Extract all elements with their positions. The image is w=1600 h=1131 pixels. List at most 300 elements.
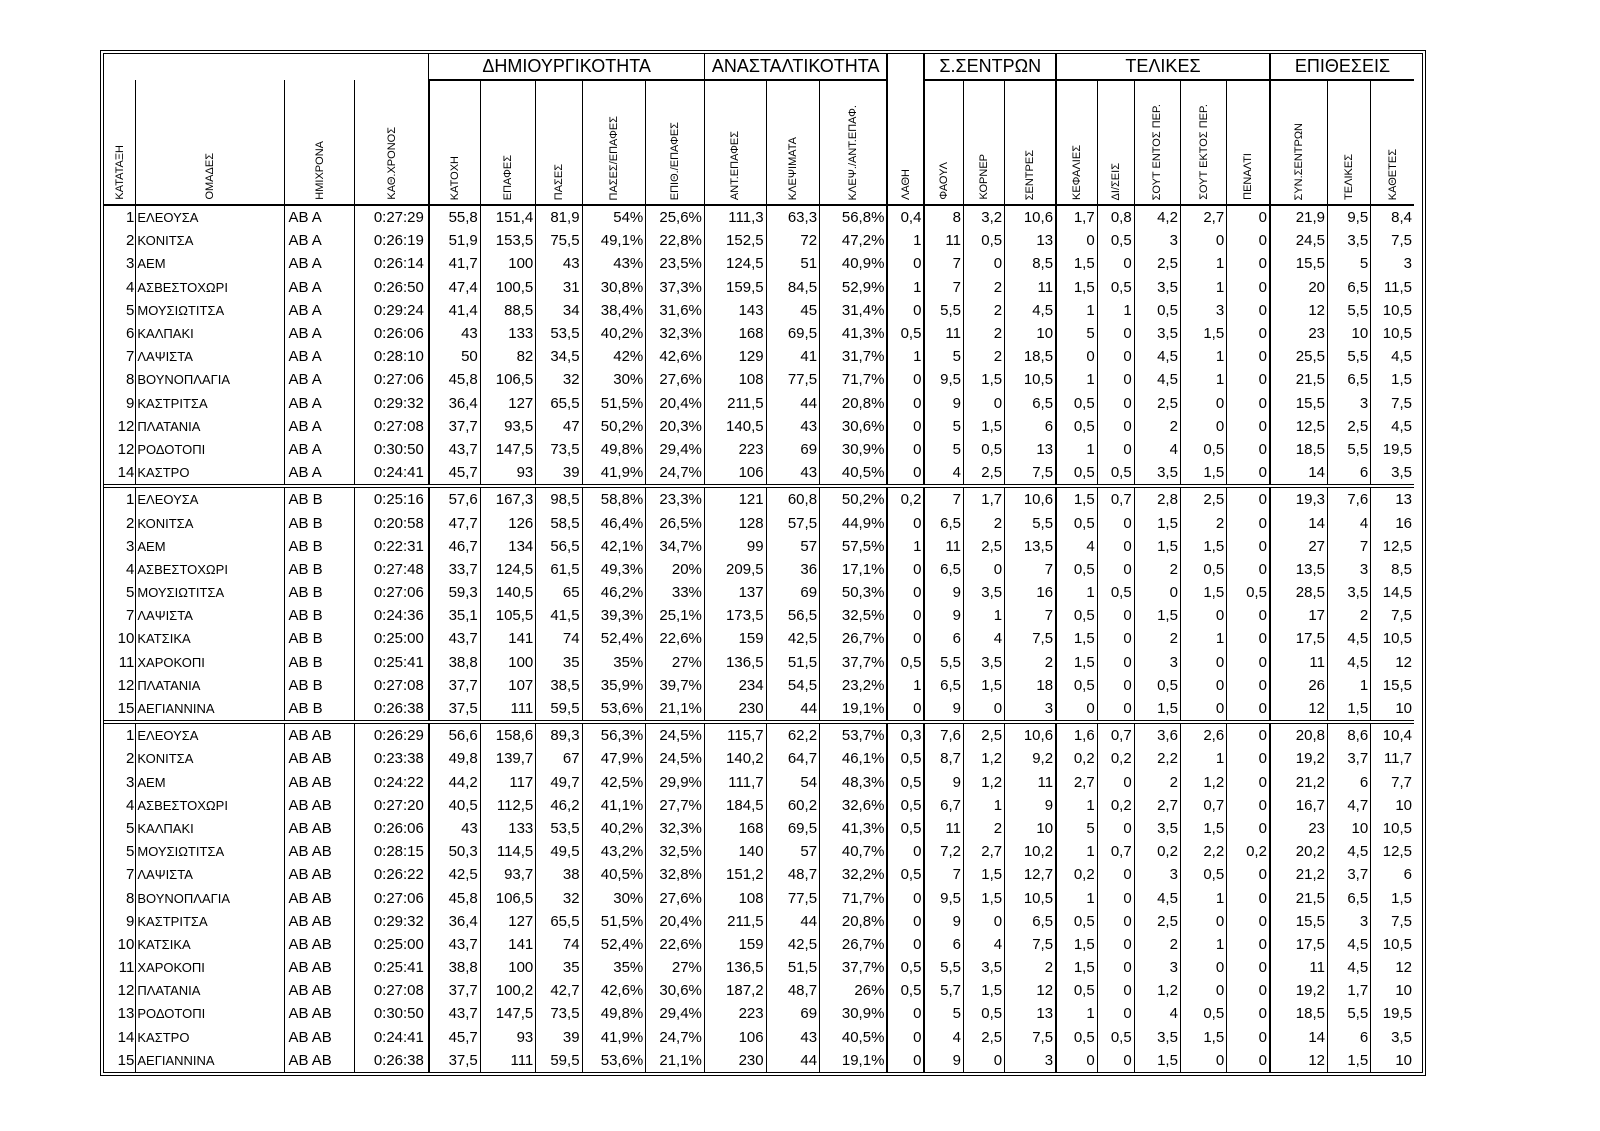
cell-opp-touches: 187,2 <box>704 979 766 1002</box>
cell-avg-time: 0:25:41 <box>355 651 429 674</box>
cell-through-balls: 0 <box>1097 438 1134 461</box>
cell-attacks-per-touch: 20,4% <box>646 910 705 933</box>
table-row <box>104 747 1414 770</box>
cell-attacks-per-touch: 24,7% <box>646 1026 705 1049</box>
cell-rank: 11 <box>118 959 135 977</box>
table-row <box>104 771 1414 794</box>
cell-vertical-passes: 3,5 <box>1371 1026 1414 1049</box>
cell-avg-time: 0:29:32 <box>355 910 429 933</box>
cell-attacks-per-touch: 39,7% <box>646 674 705 697</box>
cell-touches: 147,5 <box>480 438 536 461</box>
cell-fouls: 11 <box>924 535 963 558</box>
cell-through-balls: 1 <box>1097 299 1134 322</box>
cell-rank: 14 <box>104 461 136 486</box>
cell-penalties: 0 <box>1227 252 1270 275</box>
cell-penalties: 0 <box>1227 674 1270 697</box>
cell-crosses: 9,2 <box>1005 747 1056 770</box>
cell-shots-inside: 2 <box>1134 627 1180 650</box>
cell-corners: 0 <box>963 910 1004 933</box>
cell-team: ΚΑΣΤΡΙΤΣΑ <box>136 392 285 415</box>
cell-total-crosses: 21,5 <box>1270 368 1328 391</box>
cell-through-balls: 0 <box>1097 886 1134 909</box>
cell-fouls: 11 <box>924 817 963 840</box>
cell-touches: 107 <box>480 674 536 697</box>
cell-possession: 36,4 <box>429 910 480 933</box>
cell-steals: 69,5 <box>766 817 819 840</box>
cell-errors: 0 <box>887 840 924 863</box>
cell-vertical-passes: 10,5 <box>1371 933 1414 956</box>
cell-headers: 1 <box>1056 368 1097 391</box>
cell-shots: 3,5 <box>1328 581 1371 604</box>
column-header-label: ΚΕΦΑΛΙΕΣ <box>1070 144 1083 200</box>
cell-shots: 6,5 <box>1328 276 1371 299</box>
cell-vertical-passes: 15,5 <box>1371 674 1414 697</box>
cell-possession: 37,7 <box>429 979 480 1002</box>
cell-shots: 6,5 <box>1328 368 1371 391</box>
cell-total-crosses: 21,5 <box>1270 886 1328 909</box>
cell-fouls: 7,2 <box>924 840 963 863</box>
cell-errors: 0 <box>887 438 924 461</box>
cell-steals-per-opp-touch: 37,7% <box>820 956 888 979</box>
cell-through-balls: 0,7 <box>1097 722 1134 747</box>
cell-headers: 0,5 <box>1056 910 1097 933</box>
cell-shots-inside: 1,5 <box>1134 535 1180 558</box>
cell-crosses: 7,5 <box>1005 1026 1056 1049</box>
cell-total-crosses: 27 <box>1270 535 1328 558</box>
cell-steals-per-opp-touch: 37,7% <box>820 651 888 674</box>
table-row <box>104 392 1414 415</box>
cell-opp-touches: 211,5 <box>704 910 766 933</box>
cell-opp-touches: 143 <box>704 299 766 322</box>
cell-errors: 0,3 <box>887 722 924 747</box>
cell-half: ΑΒ Α <box>285 438 355 461</box>
cell-steals: 51 <box>766 252 819 275</box>
group-header-set-pieces: Σ.ΣΕΝΤΡΩΝ <box>924 54 1056 80</box>
cell-team: ΒΟΥΝΟΠΛΑΓΙΑ <box>136 368 285 391</box>
cell-shots-outside: 2,2 <box>1180 840 1226 863</box>
cell-touches: 134 <box>480 535 536 558</box>
cell-vertical-passes: 12 <box>1371 651 1414 674</box>
cell-steals-per-opp-touch: 46,1% <box>820 747 888 770</box>
cell-avg-time: 0:27:48 <box>355 558 429 581</box>
cell-attacks-per-touch: 20,3% <box>646 415 705 438</box>
cell-passes: 59,5 <box>536 697 582 722</box>
cell-attacks-per-touch: 24,5% <box>646 722 705 747</box>
cell-half: ΑΒ ΑΒ <box>285 817 355 840</box>
cell-passes-per-touch: 30% <box>582 886 646 909</box>
group-header-attacks: ΕΠΙΘΕΣΕΙΣ <box>1270 54 1414 80</box>
cell-corners: 3,5 <box>963 581 1004 604</box>
cell-touches: 127 <box>480 910 536 933</box>
cell-steals: 60,8 <box>766 486 819 511</box>
cell-penalties: 0 <box>1227 535 1270 558</box>
cell-shots-outside: 0,7 <box>1180 794 1226 817</box>
cell-headers: 0 <box>1056 345 1097 368</box>
cell-passes-per-touch: 41,1% <box>582 794 646 817</box>
cell-avg-time: 0:26:29 <box>355 722 429 747</box>
cell-crosses: 10,6 <box>1005 205 1056 229</box>
cell-passes-per-touch: 56,3% <box>582 722 646 747</box>
cell-through-balls: 0 <box>1097 415 1134 438</box>
cell-avg-time: 0:24:36 <box>355 604 429 627</box>
cell-steals: 42,5 <box>766 627 819 650</box>
cell-shots-outside: 0 <box>1180 392 1226 415</box>
cell-total-crosses: 19,2 <box>1270 747 1328 770</box>
cell-team: ΑΣΒΕΣΤΟΧΩΡΙ <box>136 276 285 299</box>
cell-crosses: 3 <box>1005 697 1056 722</box>
table-row <box>104 697 1414 722</box>
cell-attacks-per-touch: 25,1% <box>646 604 705 627</box>
cell-vertical-passes: 12,5 <box>1371 535 1414 558</box>
cell-steals-per-opp-touch: 31,4% <box>820 299 888 322</box>
cell-penalties: 0 <box>1227 933 1270 956</box>
cell-rank: 5 <box>126 301 135 319</box>
cell-fouls: 8,7 <box>924 747 963 770</box>
cell-penalties: 0 <box>1227 956 1270 979</box>
cell-vertical-passes: 19,5 <box>1371 438 1414 461</box>
cell-corners: 1 <box>963 794 1004 817</box>
column-header-label: ΣΥΝ.ΣΕΝΤΡΩΝ <box>1292 122 1305 200</box>
cell-shots: 3,5 <box>1328 229 1371 252</box>
cell-passes: 39 <box>536 1026 582 1049</box>
cell-crosses: 10,5 <box>1005 368 1056 391</box>
cell-total-crosses: 23 <box>1270 322 1328 345</box>
cell-attacks-per-touch: 32,8% <box>646 863 705 886</box>
cell-shots-inside: 4 <box>1134 438 1180 461</box>
cell-team: ΚΟΝΙΤΣΑ <box>136 747 285 770</box>
column-header-label: ΟΜΑΔΕΣ <box>204 153 217 200</box>
cell-through-balls: 0 <box>1097 1002 1134 1025</box>
cell-penalties: 0 <box>1227 1026 1270 1049</box>
column-header-opp-touches <box>704 80 766 205</box>
cell-team: ΡΟΔΟΤΟΠΙ <box>136 438 285 461</box>
cell-total-crosses: 14 <box>1270 461 1328 486</box>
cell-shots-inside: 3,5 <box>1134 461 1180 486</box>
cell-touches: 100 <box>480 252 536 275</box>
cell-avg-time: 0:27:08 <box>355 674 429 697</box>
cell-passes-per-touch: 51,5% <box>582 910 646 933</box>
cell-shots-inside: 4,5 <box>1134 886 1180 909</box>
cell-shots-inside: 2,7 <box>1134 794 1180 817</box>
cell-touches: 88,5 <box>480 299 536 322</box>
cell-through-balls: 0 <box>1097 863 1134 886</box>
cell-rank: 13 <box>117 1005 135 1023</box>
cell-shots-outside: 1 <box>1180 252 1226 275</box>
cell-shots: 3,7 <box>1328 747 1371 770</box>
cell-corners: 2,5 <box>963 535 1004 558</box>
column-header-attacks-per-touch <box>646 80 705 205</box>
cell-corners: 0,5 <box>963 1002 1004 1025</box>
cell-through-balls: 0 <box>1097 345 1134 368</box>
cell-shots: 5 <box>1328 252 1371 275</box>
cell-shots-inside: 3 <box>1134 229 1180 252</box>
cell-team: ΜΟΥΣΙΩΤΙΤΣΑ <box>136 581 285 604</box>
cell-shots: 2 <box>1328 604 1371 627</box>
table-row <box>104 252 1414 275</box>
cell-opp-touches: 211,5 <box>704 392 766 415</box>
cell-fouls: 9,5 <box>924 368 963 391</box>
cell-shots-outside: 1 <box>1180 886 1226 909</box>
cell-shots-inside: 2,2 <box>1134 747 1180 770</box>
cell-touches: 93,5 <box>480 415 536 438</box>
column-header-passes-per-touch <box>582 80 646 205</box>
cell-crosses: 7,5 <box>1005 627 1056 650</box>
cell-corners: 0 <box>963 558 1004 581</box>
cell-passes: 49,7 <box>536 771 582 794</box>
cell-through-balls: 0 <box>1097 979 1134 1002</box>
cell-shots-outside: 2,6 <box>1180 722 1226 747</box>
cell-half: ΑΒ ΑΒ <box>285 1026 355 1049</box>
cell-touches: 141 <box>480 627 536 650</box>
cell-attacks-per-touch: 27% <box>646 651 705 674</box>
cell-total-crosses: 11 <box>1270 956 1328 979</box>
cell-shots: 5,5 <box>1328 438 1371 461</box>
cell-crosses: 7,5 <box>1005 933 1056 956</box>
cell-total-crosses: 15,5 <box>1270 910 1328 933</box>
cell-avg-time: 0:25:00 <box>355 627 429 650</box>
cell-possession: 45,7 <box>429 1026 480 1049</box>
cell-steals: 44 <box>766 392 819 415</box>
cell-shots: 4,5 <box>1328 933 1371 956</box>
table-row <box>104 886 1414 909</box>
cell-team: ΚΑΣΤΡΙΤΣΑ <box>136 910 285 933</box>
cell-passes-per-touch: 35,9% <box>582 674 646 697</box>
cell-steals: 51,5 <box>766 651 819 674</box>
cell-shots: 5,5 <box>1328 1002 1371 1025</box>
cell-rank: 12 <box>117 417 135 435</box>
cell-crosses: 11 <box>1005 276 1056 299</box>
cell-attacks-per-touch: 29,4% <box>646 438 705 461</box>
cell-team: ΑΕΜ <box>136 252 285 275</box>
cell-penalties: 0 <box>1227 1049 1270 1072</box>
cell-corners: 2,5 <box>963 1026 1004 1049</box>
cell-steals-per-opp-touch: 30,6% <box>820 415 888 438</box>
cell-penalties: 0 <box>1227 817 1270 840</box>
cell-shots-outside: 1 <box>1180 933 1226 956</box>
cell-passes-per-touch: 49,8% <box>582 438 646 461</box>
cell-shots: 6 <box>1328 771 1371 794</box>
cell-penalties: 0 <box>1227 461 1270 486</box>
cell-passes: 65,5 <box>536 392 582 415</box>
cell-shots-outside: 0 <box>1180 604 1226 627</box>
cell-total-crosses: 19,3 <box>1270 486 1328 511</box>
cell-team: ΜΟΥΣΙΩΤΙΤΣΑ <box>136 840 285 863</box>
cell-avg-time: 0:26:06 <box>355 817 429 840</box>
cell-through-balls: 0 <box>1097 697 1134 722</box>
cell-errors: 0,5 <box>887 817 924 840</box>
cell-total-crosses: 12 <box>1270 299 1328 322</box>
cell-crosses: 8,5 <box>1005 252 1056 275</box>
cell-errors: 0,5 <box>887 322 924 345</box>
cell-corners: 1,5 <box>963 674 1004 697</box>
cell-rank: 9 <box>126 394 135 412</box>
cell-opp-touches: 152,5 <box>704 229 766 252</box>
cell-opp-touches: 223 <box>704 1002 766 1025</box>
cell-passes-per-touch: 41,9% <box>582 461 646 486</box>
cell-headers: 1,5 <box>1056 276 1097 299</box>
cell-possession: 50 <box>429 345 480 368</box>
cell-corners: 0 <box>963 697 1004 722</box>
cell-half: ΑΒ Α <box>285 322 355 345</box>
cell-avg-time: 0:27:06 <box>355 886 429 909</box>
cell-passes: 98,5 <box>536 486 582 511</box>
cell-rank: 9 <box>126 912 135 930</box>
cell-avg-time: 0:26:14 <box>355 252 429 275</box>
cell-steals: 44 <box>766 1049 819 1072</box>
cell-avg-time: 0:26:50 <box>355 276 429 299</box>
cell-through-balls: 0 <box>1097 910 1134 933</box>
cell-team: ΠΛΑΤΑΝΙΑ <box>136 979 285 1002</box>
cell-passes-per-touch: 43,2% <box>582 840 646 863</box>
cell-total-crosses: 28,5 <box>1270 581 1328 604</box>
cell-corners: 2,5 <box>963 461 1004 486</box>
cell-half: ΑΒ Β <box>285 697 355 722</box>
cell-opp-touches: 124,5 <box>704 252 766 275</box>
cell-possession: 37,5 <box>429 697 480 722</box>
cell-steals-per-opp-touch: 71,7% <box>820 886 888 909</box>
cell-vertical-passes: 10,5 <box>1371 627 1414 650</box>
cell-attacks-per-touch: 27,6% <box>646 886 705 909</box>
cell-avg-time: 0:30:50 <box>355 438 429 461</box>
cell-shots-inside: 3 <box>1134 651 1180 674</box>
cell-possession: 41,4 <box>429 299 480 322</box>
cell-corners: 1,2 <box>963 747 1004 770</box>
cell-errors: 0 <box>887 392 924 415</box>
cell-passes: 34 <box>536 299 582 322</box>
cell-touches: 153,5 <box>480 229 536 252</box>
cell-total-crosses: 14 <box>1270 511 1328 534</box>
table-row <box>104 840 1414 863</box>
cell-steals: 43 <box>766 1026 819 1049</box>
table-row <box>104 322 1414 345</box>
cell-total-crosses: 21,2 <box>1270 771 1328 794</box>
cell-crosses: 3 <box>1005 1049 1056 1072</box>
cell-shots-outside: 1,5 <box>1180 461 1226 486</box>
cell-fouls: 6,5 <box>924 674 963 697</box>
cell-crosses: 11 <box>1005 771 1056 794</box>
cell-vertical-passes: 7,5 <box>1371 604 1414 627</box>
cell-team: ΚΟΝΙΤΣΑ <box>136 511 285 534</box>
cell-shots-outside: 0 <box>1180 956 1226 979</box>
column-header-label: ΕΠΙΘ./ΕΠΑΦΕΣ <box>669 121 682 200</box>
cell-total-crosses: 23 <box>1270 817 1328 840</box>
cell-opp-touches: 128 <box>704 511 766 534</box>
cell-half: ΑΒ Α <box>285 461 355 486</box>
cell-fouls: 7 <box>924 486 963 511</box>
cell-passes-per-touch: 42,5% <box>582 771 646 794</box>
cell-steals: 57,5 <box>766 511 819 534</box>
cell-passes: 74 <box>536 933 582 956</box>
cell-corners: 2,7 <box>963 840 1004 863</box>
cell-opp-touches: 129 <box>704 345 766 368</box>
cell-shots: 8,6 <box>1328 722 1371 747</box>
cell-shots-inside: 0,5 <box>1134 674 1180 697</box>
cell-touches: 117 <box>480 771 536 794</box>
cell-team: ΚΑΣΤΡΟ <box>136 1026 285 1049</box>
table-row <box>104 863 1414 886</box>
cell-rank: 14 <box>117 1028 135 1046</box>
table-row <box>104 581 1414 604</box>
cell-half: ΑΒ ΑΒ <box>285 1049 355 1072</box>
cell-steals-per-opp-touch: 56,8% <box>820 205 888 229</box>
cell-touches: 82 <box>480 345 536 368</box>
cell-penalties: 0 <box>1227 747 1270 770</box>
column-header-label: ΚΑΤΟΧΗ <box>448 155 461 200</box>
cell-headers: 0 <box>1056 697 1097 722</box>
cell-crosses: 13 <box>1005 229 1056 252</box>
cell-passes-per-touch: 50,2% <box>582 415 646 438</box>
cell-fouls: 9 <box>924 1049 963 1072</box>
cell-shots-inside: 0,5 <box>1134 299 1180 322</box>
cell-passes: 89,3 <box>536 722 582 747</box>
cell-half: ΑΒ Α <box>285 252 355 275</box>
cell-vertical-passes: 3 <box>1371 252 1414 275</box>
cell-passes-per-touch: 49,8% <box>582 1002 646 1025</box>
cell-headers: 5 <box>1056 322 1097 345</box>
column-header-fouls <box>924 80 963 205</box>
column-header-label: ΚΑΤΑΤΑΞΗ <box>113 145 126 200</box>
cell-shots: 10 <box>1328 322 1371 345</box>
cell-steals-per-opp-touch: 19,1% <box>820 1049 888 1072</box>
cell-through-balls: 0,7 <box>1097 486 1134 511</box>
cell-attacks-per-touch: 26,5% <box>646 511 705 534</box>
column-header-headers <box>1056 80 1097 205</box>
cell-vertical-passes: 1,5 <box>1371 368 1414 391</box>
cell-through-balls: 0 <box>1097 627 1134 650</box>
cell-errors: 0 <box>887 886 924 909</box>
cell-rank: 3 <box>126 255 135 273</box>
cell-avg-time: 0:26:38 <box>355 1049 429 1072</box>
cell-shots-outside: 0 <box>1180 229 1226 252</box>
column-header-steals <box>766 80 819 205</box>
cell-steals-per-opp-touch: 26% <box>820 979 888 1002</box>
cell-avg-time: 0:24:22 <box>355 771 429 794</box>
cell-half: ΑΒ ΑΒ <box>285 747 355 770</box>
cell-total-crosses: 12 <box>1270 697 1328 722</box>
cell-opp-touches: 173,5 <box>704 604 766 627</box>
cell-passes-per-touch: 49,3% <box>582 558 646 581</box>
cell-attacks-per-touch: 37,3% <box>646 276 705 299</box>
cell-shots: 9,5 <box>1328 205 1371 229</box>
cell-vertical-passes: 12,5 <box>1371 840 1414 863</box>
cell-steals-per-opp-touch: 32,2% <box>820 863 888 886</box>
cell-steals: 69 <box>766 581 819 604</box>
cell-errors: 0,5 <box>887 979 924 1002</box>
cell-attacks-per-touch: 31,6% <box>646 299 705 322</box>
table-row <box>104 674 1414 697</box>
cell-passes: 41,5 <box>536 604 582 627</box>
column-header-label: ΚΟΡΝΕΡ <box>978 154 991 200</box>
cell-avg-time: 0:29:24 <box>355 299 429 322</box>
cell-headers: 0,2 <box>1056 863 1097 886</box>
cell-rank: 4 <box>126 560 135 578</box>
cell-avg-time: 0:26:06 <box>355 322 429 345</box>
cell-avg-time: 0:27:08 <box>355 979 429 1002</box>
cell-penalties: 0 <box>1227 229 1270 252</box>
cell-shots-outside: 1 <box>1180 368 1226 391</box>
cell-shots-inside: 0,2 <box>1134 840 1180 863</box>
group-header-row <box>104 54 1414 80</box>
cell-rank: 7 <box>126 607 135 625</box>
cell-steals: 77,5 <box>766 886 819 909</box>
cell-headers: 0,5 <box>1056 604 1097 627</box>
cell-rank: 12 <box>117 676 135 694</box>
cell-team: ΑΕΜ <box>136 771 285 794</box>
cell-shots-inside: 1,2 <box>1134 979 1180 1002</box>
cell-total-crosses: 24,5 <box>1270 229 1328 252</box>
cell-rank: 12 <box>117 440 135 458</box>
cell-steals-per-opp-touch: 47,2% <box>820 229 888 252</box>
